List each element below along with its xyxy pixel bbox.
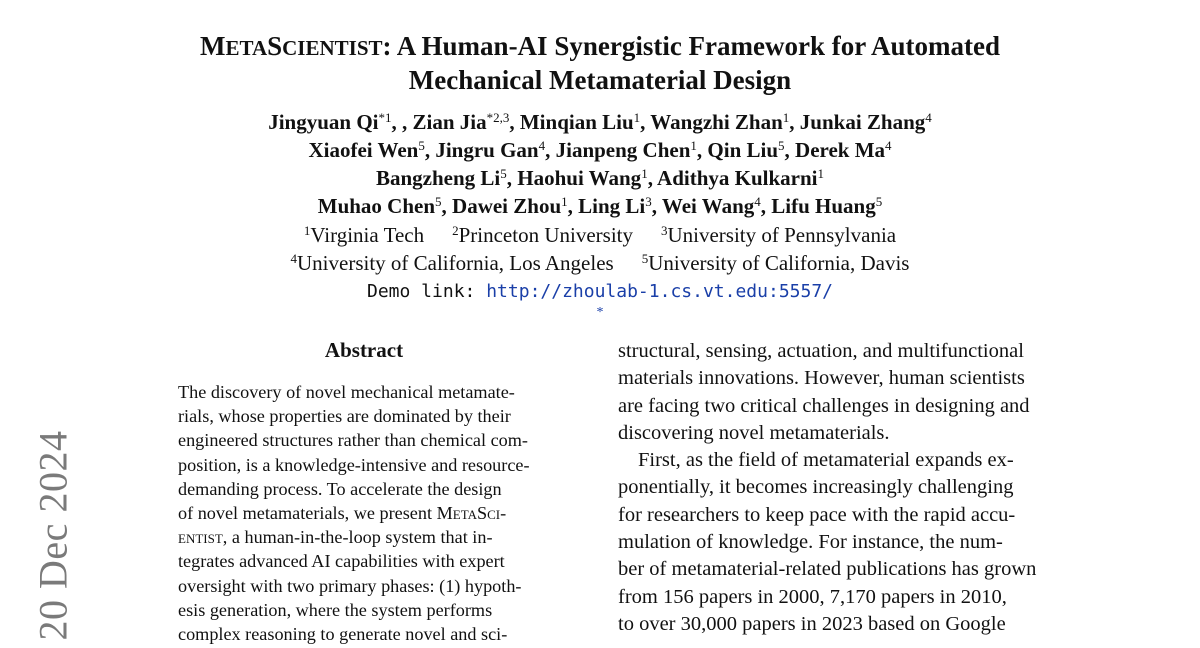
- author-affil-mark: 1: [561, 194, 568, 209]
- author-affil-mark: 1: [817, 166, 824, 181]
- demo-link-line: [100, 280, 1100, 304]
- author-affil-mark: 5: [435, 194, 442, 209]
- footnote-mark[interactable]: *: [596, 305, 604, 320]
- author-affil-mark: 1: [782, 110, 790, 125]
- author-affil-mark: 5: [500, 166, 507, 181]
- body-line: for researchers to keep pace with the rapid accu-: [618, 503, 1016, 526]
- author-affil-mark: 4: [754, 194, 761, 209]
- author-separator: ,: [640, 110, 651, 134]
- author-separator: ,: [424, 138, 436, 162]
- affiliation-line: [100, 221, 1100, 249]
- title-line-1-text: : A Human-AI Synergistic Framework for Automated: [382, 31, 1000, 61]
- abstract-line: tegrates advanced AI capabilities with expert: [178, 551, 505, 572]
- author-name: Ling Li: [578, 194, 646, 218]
- body-line: mulation of knowledge. For instance, the num-: [618, 531, 1003, 554]
- body-line: from 156 papers in 2000, 7,170 papers in 2010,: [618, 585, 1007, 608]
- author-name: Wangzhi Zhan: [650, 110, 783, 134]
- abstract-line: [178, 501, 552, 525]
- title-name-rest-1: ETA: [225, 36, 268, 60]
- author-affil-mark: *1: [378, 110, 392, 125]
- author-name: Qin Liu: [707, 138, 779, 162]
- title-name-rest-2: CIENTIST: [282, 36, 383, 60]
- author-separator: ,: [760, 194, 772, 218]
- author-separator: ,: [789, 110, 800, 134]
- abstract-line: demanding process. To accelerate the design: [178, 478, 502, 499]
- abstract-line: esis generation, where the system performs: [178, 599, 493, 620]
- author-separator: ,: [509, 110, 520, 134]
- body-line: are facing two critical challenges in designing and: [618, 394, 1030, 417]
- author-affil-mark: 3: [645, 194, 652, 209]
- author-affil-mark: 1: [641, 166, 648, 181]
- abstract-text: , a human-in-the-loop system that in-: [222, 527, 493, 548]
- affil-mark: 2: [452, 223, 459, 238]
- author-separator: ,: [696, 138, 708, 162]
- author-name: Derek Ma: [795, 138, 886, 162]
- abstract-line: rials, whose properties are dominated by their: [178, 406, 511, 427]
- author-affil-mark: 1: [690, 138, 697, 153]
- body-line: ponentially, it becomes increasingly challenging: [618, 476, 1014, 499]
- author-name: Jingyuan Qi: [268, 110, 379, 134]
- abstract-text: of novel metamaterials, we present: [178, 503, 437, 524]
- arxiv-date-text: 20 Dec 2024: [30, 430, 76, 640]
- author-name: Dawei Zhou: [452, 194, 562, 218]
- title-line-2: Mechanical Metamaterial Design: [408, 65, 792, 95]
- body-line: materials innovations. However, human scientists: [618, 367, 1025, 390]
- affiliation: Virginia Tech: [310, 223, 425, 247]
- body-line: ber of metamaterial-related publications has grown: [618, 558, 1037, 581]
- author-separator: ,: [784, 138, 796, 162]
- author-affil-mark: 5: [418, 138, 425, 153]
- title-line-1: [100, 30, 1100, 64]
- author-separator: , ,: [391, 110, 413, 134]
- body-line: to over 30,000 papers in 2023 based on Google: [618, 612, 1006, 635]
- abstract-line: oversight with two primary phases: (1) hypoth-: [178, 575, 522, 596]
- author-name: Jingru Gan: [435, 138, 539, 162]
- abstract-body: [178, 380, 552, 646]
- title-name-cap-2: S: [267, 31, 283, 61]
- author-name: Lifu Huang: [771, 194, 876, 218]
- author-affil-mark: 4: [885, 138, 892, 153]
- body-column-right: [618, 338, 1060, 638]
- abstract-line: complex reasoning to generate novel and sci-: [178, 624, 508, 645]
- author-affil-mark: 5: [875, 194, 883, 209]
- author-name: Haohui Wang: [517, 166, 642, 190]
- author-line: [100, 136, 1100, 164]
- body-line: discovering novel metamaterials.: [618, 421, 890, 444]
- affil-mark: 3: [660, 223, 668, 238]
- author-affil-mark: 4: [925, 110, 932, 125]
- author-name: Xiaofei Wen: [308, 138, 419, 162]
- author-affil-mark: 4: [538, 138, 546, 153]
- author-affil-mark: 1: [633, 110, 641, 125]
- title-name-cap-1: M: [200, 31, 226, 61]
- abstract-line: The discovery of novel mechanical metamate-: [178, 382, 515, 402]
- author-list: [100, 108, 1100, 220]
- author-line: [100, 164, 1100, 192]
- author-line: [100, 108, 1100, 136]
- abstract-line: [178, 525, 552, 549]
- affiliation-line: [100, 249, 1100, 277]
- author-line: [100, 192, 1100, 220]
- abstract-line: engineered structures rather than chemical com-: [178, 430, 528, 451]
- affil-mark: 4: [290, 251, 297, 266]
- affil-mark: 1: [303, 223, 311, 238]
- demo-link[interactable]: http://zhoulab-1.cs.vt.edu:5557/: [486, 281, 833, 302]
- affiliation: University of Pennsylvania: [667, 223, 897, 247]
- body-line: First, as the field of metamaterial expands ex-: [638, 449, 1014, 472]
- author-name: Minqian Liu: [519, 110, 634, 134]
- abstract-line: position, is a knowledge-intensive and resource-: [178, 454, 530, 475]
- system-name: entist: [178, 527, 223, 548]
- author-separator: ,: [441, 194, 453, 218]
- author-separator: ,: [506, 166, 518, 190]
- affiliation: University of California, Davis: [648, 251, 910, 275]
- paper-title: [100, 30, 1100, 96]
- affil-mark: 5: [641, 251, 649, 266]
- demo-label: Demo link:: [367, 281, 487, 302]
- author-affil-mark: 5: [778, 138, 785, 153]
- author-name: Zian Jia: [412, 110, 487, 134]
- body-line: structural, sensing, actuation, and multifunctional: [618, 340, 1024, 362]
- author-name: Muhao Chen: [317, 194, 436, 218]
- arxiv-date-stamp: [28, 430, 78, 640]
- affiliation-list: [100, 221, 1100, 277]
- author-separator: ,: [545, 138, 556, 162]
- author-affil-mark: *2,3: [486, 110, 510, 125]
- system-name: MetaSci-: [436, 503, 507, 524]
- abstract-heading: Abstract: [324, 338, 404, 362]
- author-separator: ,: [567, 194, 579, 218]
- author-name: Wei Wang: [661, 194, 755, 218]
- author-name: Jianpeng Chen: [555, 138, 691, 162]
- affiliation: Princeton University: [458, 223, 633, 247]
- author-name: Adithya Kulkarni: [657, 166, 818, 190]
- author-separator: ,: [651, 194, 662, 218]
- affiliation: University of California, Los Angeles: [297, 251, 614, 275]
- author-separator: ,: [647, 166, 658, 190]
- author-name: Junkai Zhang: [799, 110, 926, 134]
- author-name: Bangzheng Li: [375, 166, 501, 190]
